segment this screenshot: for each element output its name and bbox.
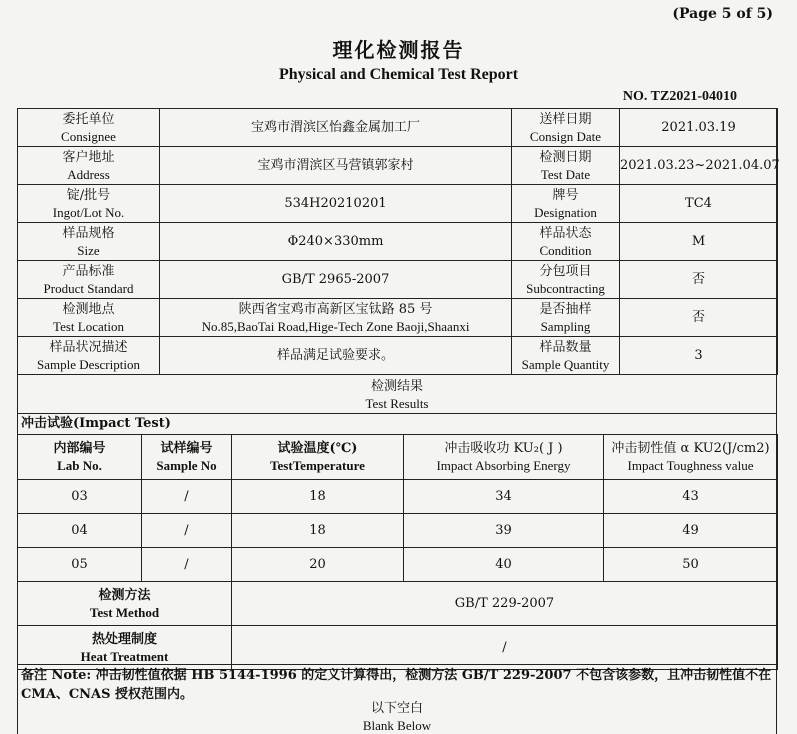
cell-energy: 39 [404,514,604,548]
location-label: 检测地点 Test Location [18,299,160,337]
designation-value: TC4 [620,185,778,223]
cell-toughness: 49 [604,514,778,548]
impact-header-toughness: 冲击韧性值 α KU2(J/cm2) Impact Toughness value [604,435,778,480]
impact-header-energy: 冲击吸收功 KU₂( J ) Impact Absorbing Energy [404,435,604,480]
blank-below-en: Blank Below [362,718,432,733]
cell-lab-no: 05 [18,548,142,582]
test-results-cn: 检测结果 [370,379,423,394]
cell-toughness: 43 [604,480,778,514]
cell-sample-no: / [142,480,232,514]
impact-header-lab-no: 内部编号 Lab No. [18,435,142,480]
table-row [18,480,778,514]
info-table [17,108,778,375]
cell-lab-no: 04 [18,514,142,548]
test-results-heading [17,374,777,414]
description-value: 样品满足试验要求。 [160,337,512,375]
cell-temperature: 20 [232,548,404,582]
address-label: 客户地址 Address [18,147,160,185]
heat-treatment-value: / [232,626,778,670]
heat-treatment-label: 热处理制度 Heat Treatment [18,626,232,670]
cell-sample-no: / [142,514,232,548]
impact-test-title: 冲击试验(Impact Test) [17,414,777,434]
condition-value: M [620,223,778,261]
test-date-value: 2021.03.23~2021.04.07 [620,147,778,185]
table-row [18,548,778,582]
size-label: 样品规格 Size [18,223,160,261]
cell-energy: 34 [404,480,604,514]
standard-label: 产品标准 Product Standard [18,261,160,299]
test-method-label: 检测方法 Test Method [18,582,232,626]
cell-sample-no: / [142,548,232,582]
test-date-label: 检测日期 Test Date [512,147,620,185]
blank-below [17,700,777,734]
impact-header-sample-no: 试样编号 Sample No [142,435,232,480]
consignee-value: 宝鸡市渭滨区怡鑫金属加工厂 [160,109,512,147]
quantity-label: 样品数量 Sample Quantity [512,337,620,375]
subcontracting-value: 否 [620,261,778,299]
cell-energy: 40 [404,548,604,582]
cell-lab-no: 03 [18,480,142,514]
cell-temperature: 18 [232,480,404,514]
cell-toughness: 50 [604,548,778,582]
size-value: Φ240×330mm [160,223,512,261]
consign-date-label: 送样日期 Consign Date [512,109,620,147]
standard-value: GB/T 2965-2007 [160,261,512,299]
subcontracting-label: 分包项目 Subcontracting [512,261,620,299]
report-title-cn: 理化检测报告 [332,38,465,62]
test-method-value: GB/T 229-2007 [232,582,778,626]
sampling-value: 否 [620,299,778,337]
blank-below-cn: 以下空白 [370,701,423,716]
sampling-label: 是否抽样 Sampling [512,299,620,337]
table-row [18,514,778,548]
cell-temperature: 18 [232,514,404,548]
report-number: NO. TZ2021-04010 [622,89,737,104]
description-label: 样品状况描述 Sample Description [18,337,160,375]
test-results-en: Test Results [365,396,429,411]
report-title-en: Physical and Chemical Test Report [278,66,519,83]
remarks-note: 备注 Note: 冲击韧性值依据 HB 5144-1996 的定义计算得出，检测方法 GB/T 229-2007 不包含该参数，且冲击韧性值不在 CMA、CNAS 授权范围内。 [17,664,777,734]
location-value: 陕西省宝鸡市高新区宝钛路 85 号 No.85,BaoTai Road,Hige-Tech Zone Baoji,Shaanxi [160,299,512,337]
consign-date-value: 2021.03.19 [620,109,778,147]
lot-value: 534H20210201 [160,185,512,223]
designation-label: 牌号 Designation [512,185,620,223]
condition-label: 样品状态 Condition [512,223,620,261]
quantity-value: 3 [620,337,778,375]
page-number: (Page 5 of 5) [672,6,773,22]
lot-label: 锭/批号 Ingot/Lot No. [18,185,160,223]
address-value: 宝鸡市渭滨区马营镇郭家村 [160,147,512,185]
impact-table [17,434,778,670]
impact-header-temperature: 试验温度(℃) TestTemperature [232,435,404,480]
consignee-label: 委托单位 Consignee [18,109,160,147]
